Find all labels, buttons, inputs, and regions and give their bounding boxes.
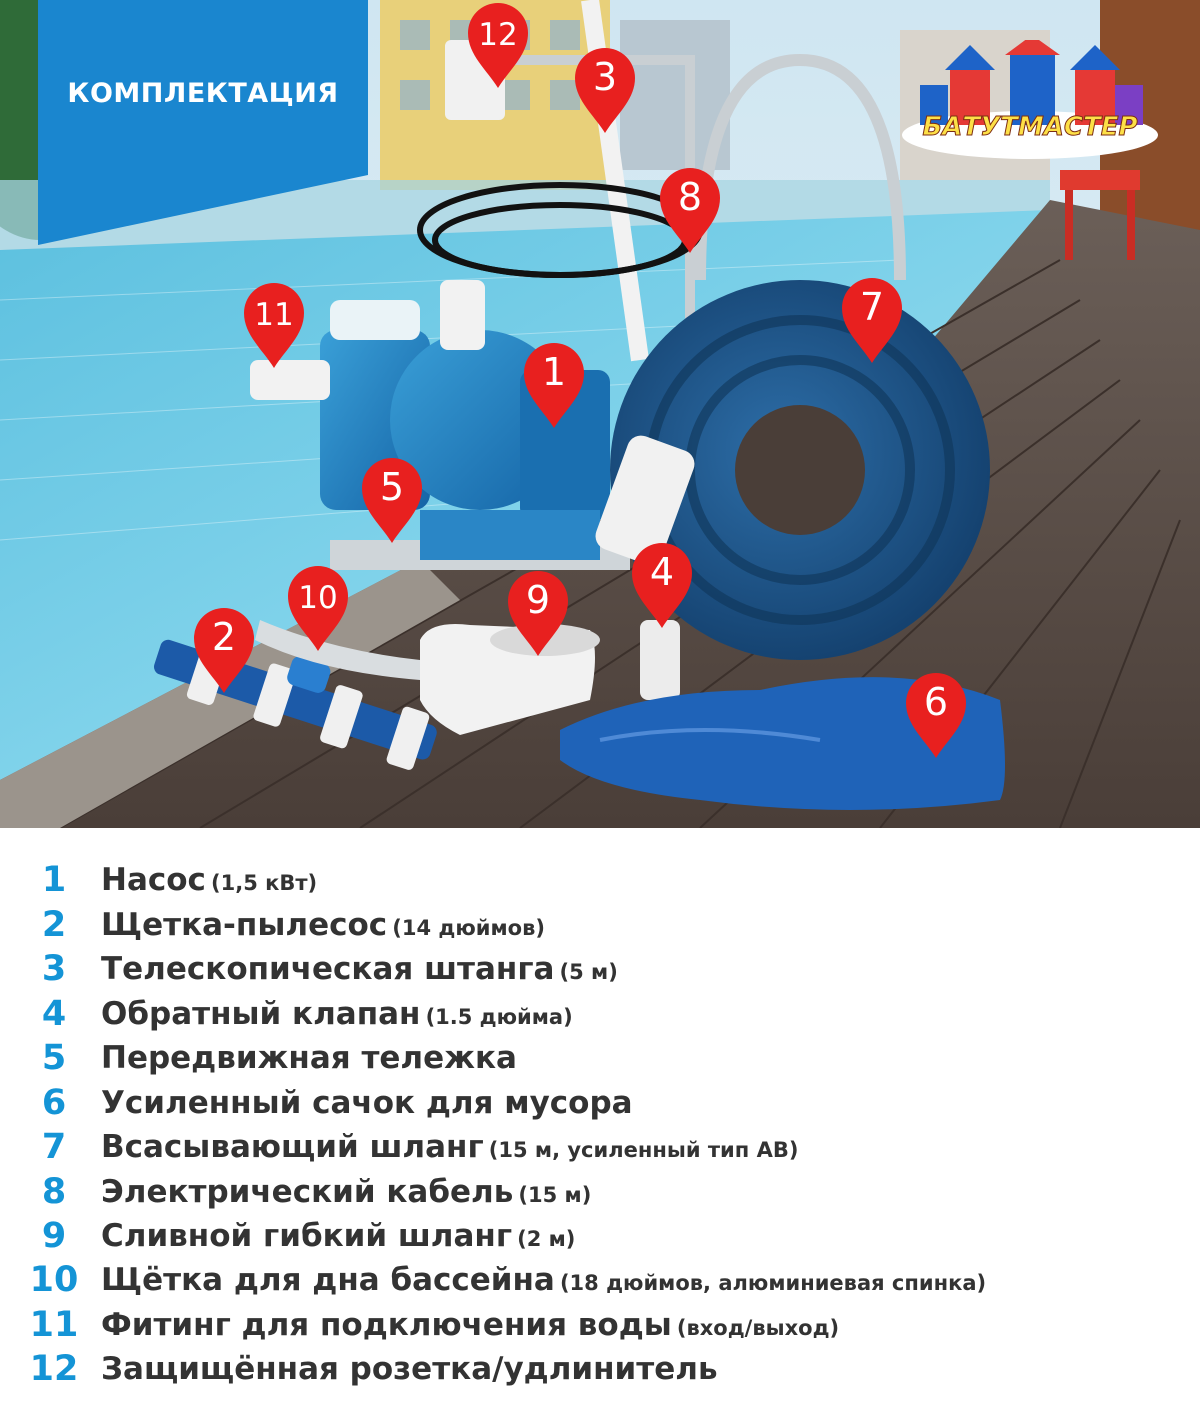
item-number: 8 <box>41 1172 67 1212</box>
item-number: 11 <box>29 1305 79 1345</box>
item-number: 9 <box>41 1216 67 1256</box>
item-number: 7 <box>41 1127 67 1167</box>
marker-pin-4: 4 <box>629 540 695 628</box>
item-number: 4 <box>41 994 67 1034</box>
list-item <box>0 1347 1200 1391</box>
list-item <box>0 903 1200 947</box>
item-name: Щётка для дна бассейна <box>101 1262 555 1298</box>
item-name: Электрический кабель <box>101 1174 514 1210</box>
marker-pin-11: 11 <box>241 280 307 368</box>
item-detail: (вход/выход) <box>676 1316 840 1340</box>
item-name: Всасывающий шланг <box>101 1129 484 1165</box>
banner-title: КОМПЛЕКТАЦИЯ <box>67 78 339 109</box>
item-name: Сливной гибкий шланг <box>101 1218 513 1254</box>
marker-pin-1: 1 <box>521 340 587 428</box>
item-number: 6 <box>41 1083 67 1123</box>
item-detail: (2 м) <box>517 1227 576 1251</box>
item-detail: (1.5 дюйма) <box>425 1005 573 1029</box>
marker-pin-10: 10 <box>285 563 351 651</box>
list-item <box>0 992 1200 1036</box>
item-detail: (14 дюймов) <box>392 916 545 940</box>
brand-logo <box>900 40 1160 160</box>
marker-pin-3: 3 <box>572 45 638 133</box>
logo-text: БАТУТМАСТЕР <box>922 112 1138 142</box>
castle-logo-icon <box>900 40 1160 160</box>
item-detail: (5 м) <box>559 960 618 984</box>
item-number: 1 <box>41 860 67 900</box>
item-name: Телескопическая штанга <box>101 951 555 987</box>
item-number: 5 <box>41 1038 67 1078</box>
list-item <box>0 947 1200 991</box>
marker-pin-7: 7 <box>839 275 905 363</box>
marker-pin-12: 12 <box>465 0 531 88</box>
item-detail: (15 м, усиленный тип АВ) <box>488 1138 799 1162</box>
item-detail: (15 м) <box>518 1183 592 1207</box>
item-number: 3 <box>41 949 67 989</box>
marker-pin-2: 2 <box>191 605 257 693</box>
list-item <box>0 1125 1200 1169</box>
list-item <box>0 858 1200 902</box>
item-number: 12 <box>29 1349 79 1389</box>
list-item <box>0 1170 1200 1214</box>
marker-pin-5: 5 <box>359 455 425 543</box>
list-item <box>0 1036 1200 1080</box>
item-number: 2 <box>41 905 67 945</box>
list-item <box>0 1303 1200 1347</box>
marker-pin-9: 9 <box>505 568 571 656</box>
item-name: Обратный клапан <box>101 996 421 1032</box>
marker-pin-8: 8 <box>657 165 723 253</box>
marker-pin-6: 6 <box>903 670 969 758</box>
list-item <box>0 1081 1200 1125</box>
item-name: Щетка-пылесос <box>101 907 388 943</box>
item-detail: (18 дюймов, алюминиевая спинка) <box>559 1271 987 1295</box>
item-name: Фитинг для подключения воды <box>101 1307 672 1343</box>
item-name: Насос <box>101 862 206 898</box>
item-name: Защищённая розетка/удлинитель <box>101 1351 718 1387</box>
item-name: Передвижная тележка <box>101 1040 517 1076</box>
item-number: 10 <box>29 1260 79 1300</box>
item-name: Усиленный сачок для мусора <box>101 1085 633 1121</box>
list-item <box>0 1258 1200 1302</box>
item-detail: (1,5 кВт) <box>211 871 318 895</box>
title-banner <box>38 0 368 245</box>
list-item <box>0 1214 1200 1258</box>
